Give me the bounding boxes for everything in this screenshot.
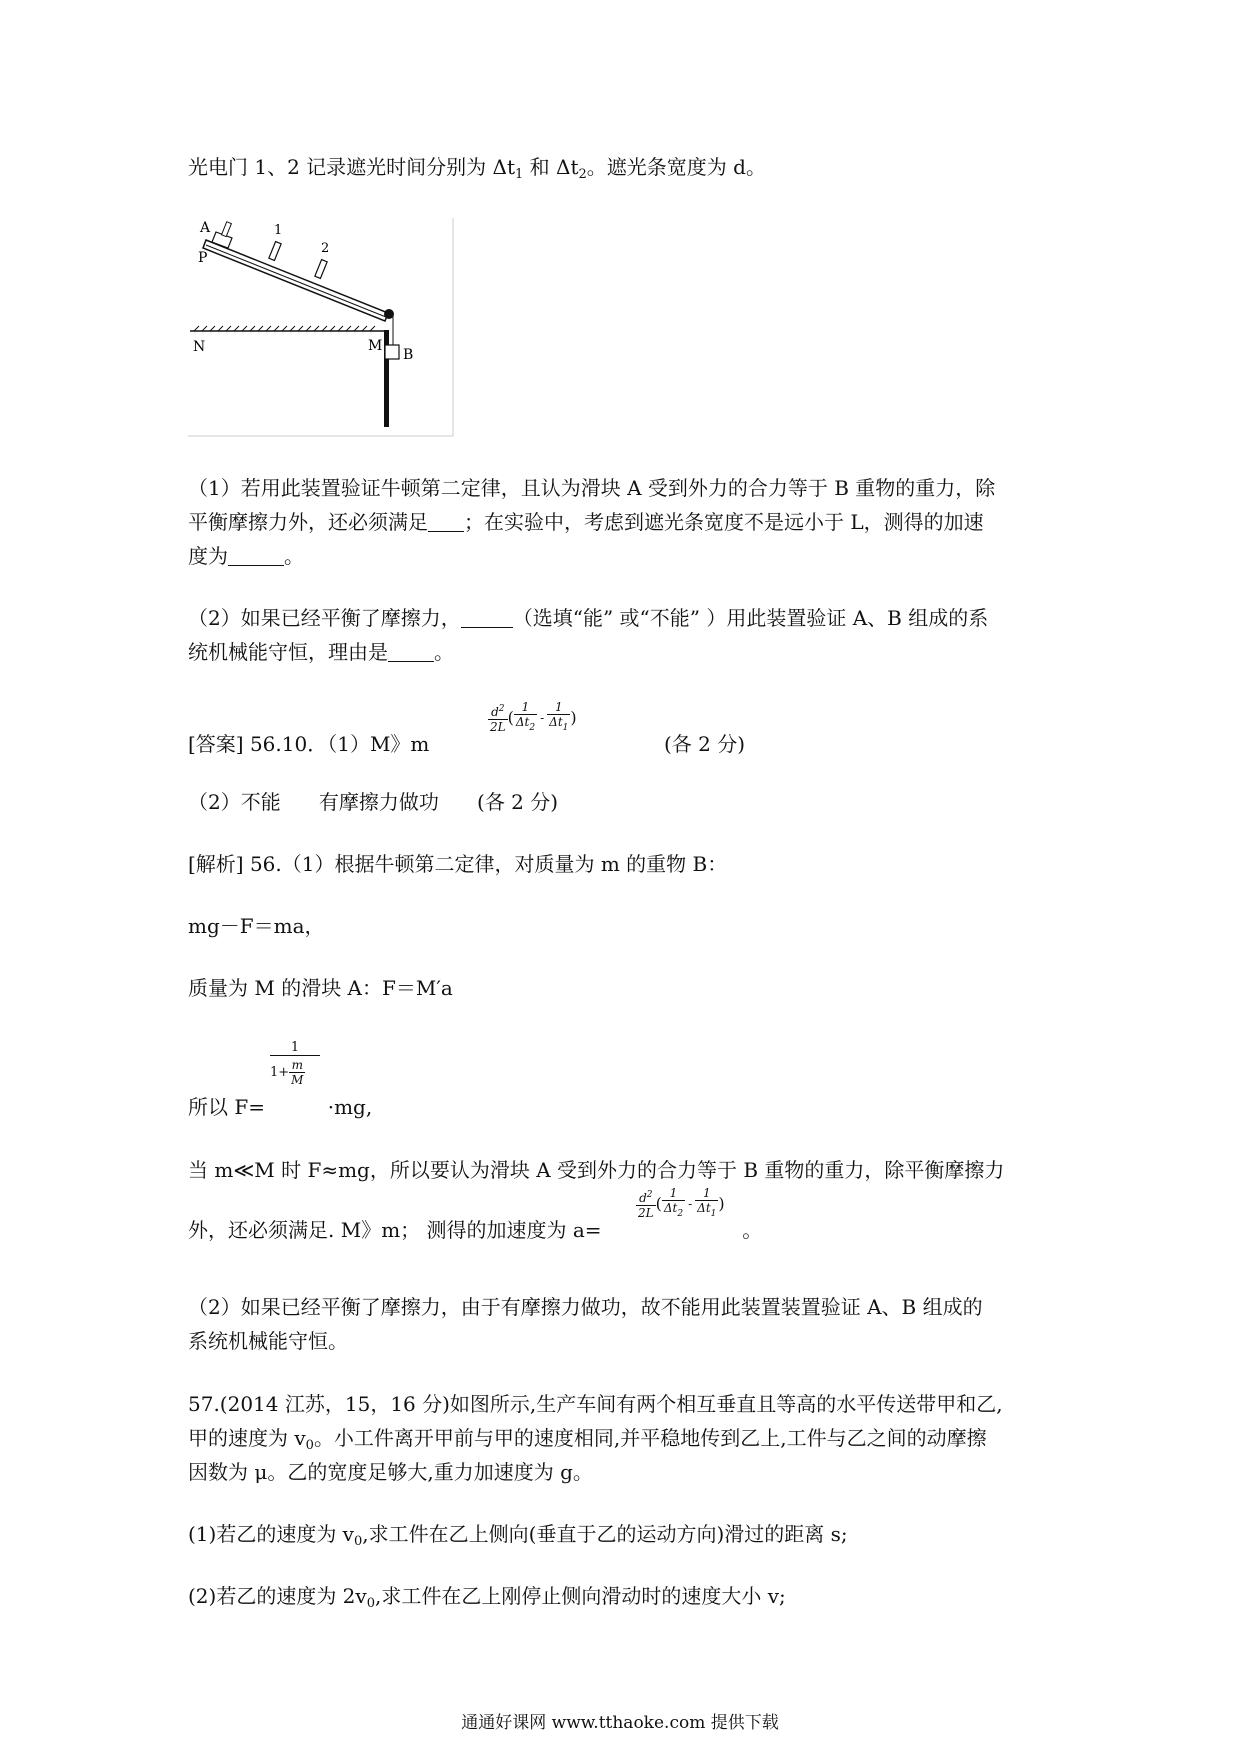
analysis-line-e1: （2）如果已经平衡了摩擦力，由于有摩擦力做功，故不能用此装置装置验证 A、B 组成的: [188, 1295, 983, 1319]
label-a: A: [200, 220, 211, 236]
q57-line-2: 甲的速度为 $v_0$。小工件离开甲前与甲的速度相同,并平稳地传到乙上,工件与乙之间的动摩擦: [188, 1426, 987, 1453]
label-m: M: [368, 338, 383, 354]
analysis-line-d: 外，还必须满足. M》m； 测得的加速度为 a= 。: [188, 1218, 763, 1242]
q1-line-2: 平衡摩擦力外，还必须满足 ；在实验中，考虑到遮光条宽度不是远小于 L，测得的加速: [188, 510, 984, 534]
answer-blank-condition[interactable]: [428, 511, 464, 532]
analysis-line-e2: 系统机械能守恒。: [188, 1329, 348, 1353]
page-footer: 通通好课网 www.tthaoke.com 提供下载: [461, 1713, 779, 1733]
analysis-line-1: [解析] 56.（1）根据牛顿第二定律，对质量为 m 的重物 B：: [188, 852, 728, 876]
label-p: P: [198, 250, 208, 266]
q1-line-3: 度为 。: [188, 544, 304, 568]
force-fraction: 1 1+ $\frac{m}{M}$: [270, 1040, 320, 1087]
q2-line-2: 统机械能守恒，理由是 。: [188, 640, 454, 664]
answer-score-1: (各 2 分): [664, 732, 746, 756]
apparatus-figure: [188, 218, 455, 438]
label-n: N: [193, 339, 206, 355]
answer-blank-can[interactable]: [461, 607, 513, 628]
gate-description: 光电门 1、2 记录遮光时间分别为 $\Delta t_1$ 和 $\Delta t_2$。遮光条宽度为 d。: [188, 155, 766, 182]
shading-strip: [222, 222, 232, 237]
answer-line-2: （2）不能 有摩擦力做功 (各 2 分): [188, 790, 559, 814]
q57-line-1: 57.(2014 江苏，15，16 分)如图所示,生产车间有两个相互垂直且等高的水平传送带甲和乙,: [188, 1392, 1003, 1416]
photogate-1: [269, 242, 281, 261]
label-gate-1: 1: [274, 223, 283, 238]
q57-line-3: 因数为 μ。乙的宽度足够大,重力加速度为 g。: [188, 1460, 593, 1484]
acceleration-formula-2: $\frac{d^2}{2L}$ ( $\frac{1}{\Delta t_2}$ - $\frac{1}{\Delta t_1}$ ): [638, 1186, 725, 1220]
label-gate-2: 2: [321, 241, 330, 256]
answer-blank-reason[interactable]: [388, 641, 434, 662]
q57-sub-1: (1)若乙的速度为 $v_0$,求工件在乙上侧向(垂直于乙的运动方向)滑过的距离 s;: [188, 1522, 848, 1549]
analysis-eq-3: 所以 F= ·mg,: [188, 1095, 373, 1119]
weight-b: [385, 345, 399, 359]
q2-line-1: （2）如果已经平衡了摩擦力， （选填“能” 或“不能” ）用此装置验证 A、B 组成的系: [188, 606, 989, 630]
analysis-eq-2: 质量为 M 的滑块 A：F＝M′a: [188, 976, 453, 1000]
answer-line-1: [答案] 56.10．（1）M》m: [188, 732, 430, 756]
q57-sub-2: (2)若乙的速度为 $2v_0$,求工件在乙上刚停止侧向滑动时的速度大小 v;: [188, 1584, 786, 1611]
board-inner-line: [206, 245, 386, 317]
analysis-line-c: 当 m≪M 时 F≈mg，所以要认为滑块 A 受到外力的合力等于 B 重物的重力，除平衡摩擦力: [188, 1158, 1005, 1182]
photogate-2: [315, 260, 327, 279]
q1-line-1: （1）若用此装置验证牛顿第二定律，且认为滑块 A 受到外力的合力等于 B 重物的重力，除: [188, 476, 996, 500]
label-b: B: [403, 347, 414, 363]
answer-blank-acceleration[interactable]: [228, 545, 284, 566]
acceleration-formula-1: $\frac{d^2}{2L}$ ( $\frac{1}{\Delta t_2}$ - $\frac{1}{\Delta t_1}$ ): [490, 700, 577, 734]
analysis-eq-1: mg－F＝ma，: [188, 914, 325, 938]
